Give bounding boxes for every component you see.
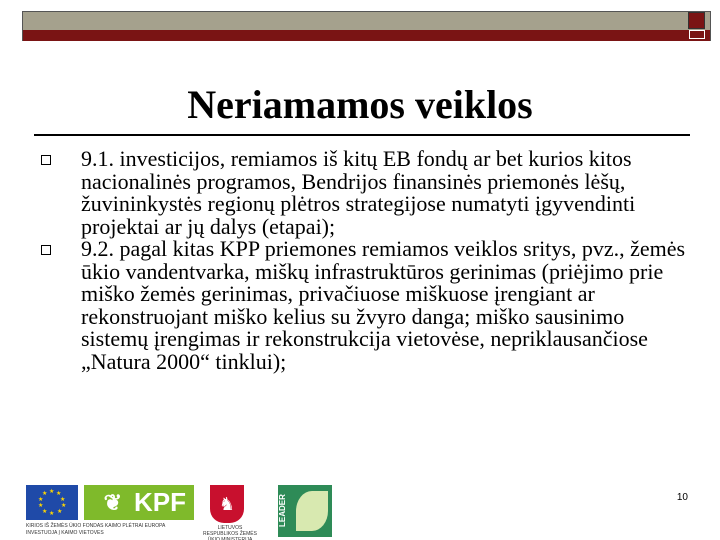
kpf-logo xyxy=(84,485,194,520)
ministry-caption: LIETUVOS RESPUBLIKOS ŽEMĖS ŪKIO MINISTERIJA xyxy=(203,525,257,540)
page-number: 10 xyxy=(676,492,688,503)
leader-logo-text: LEADER xyxy=(278,494,287,528)
title-divider xyxy=(34,134,690,136)
bullet-text: 9.1. investicijos, remiamos iš kitų EB fondų ar bet kurios kitos nacionalinės programos, Bendrijos finansinės priemonės lėšų, žuvininkystės regionų plėtros strategijose numatyti įgyvendinti projektai ar jų dalys (etapai); xyxy=(81,146,636,239)
wheat-icon: ❦ xyxy=(103,490,122,515)
bullet-square-icon xyxy=(41,155,51,165)
header-corner-square xyxy=(688,12,705,29)
kpf-caption: KIRIOS IŠ ŽEMĖS ŪKIO FONDAS KAIMO PLĖTRAI EUROPA INVESTUOJA Į KAIMO VIETOVES xyxy=(26,523,166,536)
header-bar xyxy=(22,11,711,41)
bullet-item xyxy=(40,238,690,373)
kpf-logo-text: KPF xyxy=(134,487,186,517)
header-bar-olive xyxy=(23,12,710,30)
lithuania-coat-of-arms-icon: ♞ xyxy=(210,485,244,523)
header-bar-maroon xyxy=(23,30,710,41)
bullet-list xyxy=(40,148,690,373)
header-corner-square-outline xyxy=(689,30,705,39)
leader-logo xyxy=(278,485,332,537)
bullet-text: 9.2. pagal kitas KPP priemones remiamos veiklos sritys, pvz., žemės ūkio vandentvarka, miškų infrastruktūros gerinimas (priėjimo prie miško žemės gerinimas, privačiuose miškuose įrengiant ar rekonstruojant miško kelius su žvyro danga; miško sausinimo sistemų įrengimas ir rekonstrukcija vietovėse, nepriklausančiose „Natura 2000“ tinklui); xyxy=(81,236,686,374)
eu-flag-icon: ★ ★ ★ ★ ★ ★ ★ ★ ★ ★ xyxy=(26,485,78,520)
bullet-item xyxy=(40,148,690,238)
slide-title: Neriamamos veiklos xyxy=(187,82,533,127)
bullet-square-icon xyxy=(41,245,51,255)
footer-logos xyxy=(26,485,316,540)
leaf-icon xyxy=(296,491,328,531)
